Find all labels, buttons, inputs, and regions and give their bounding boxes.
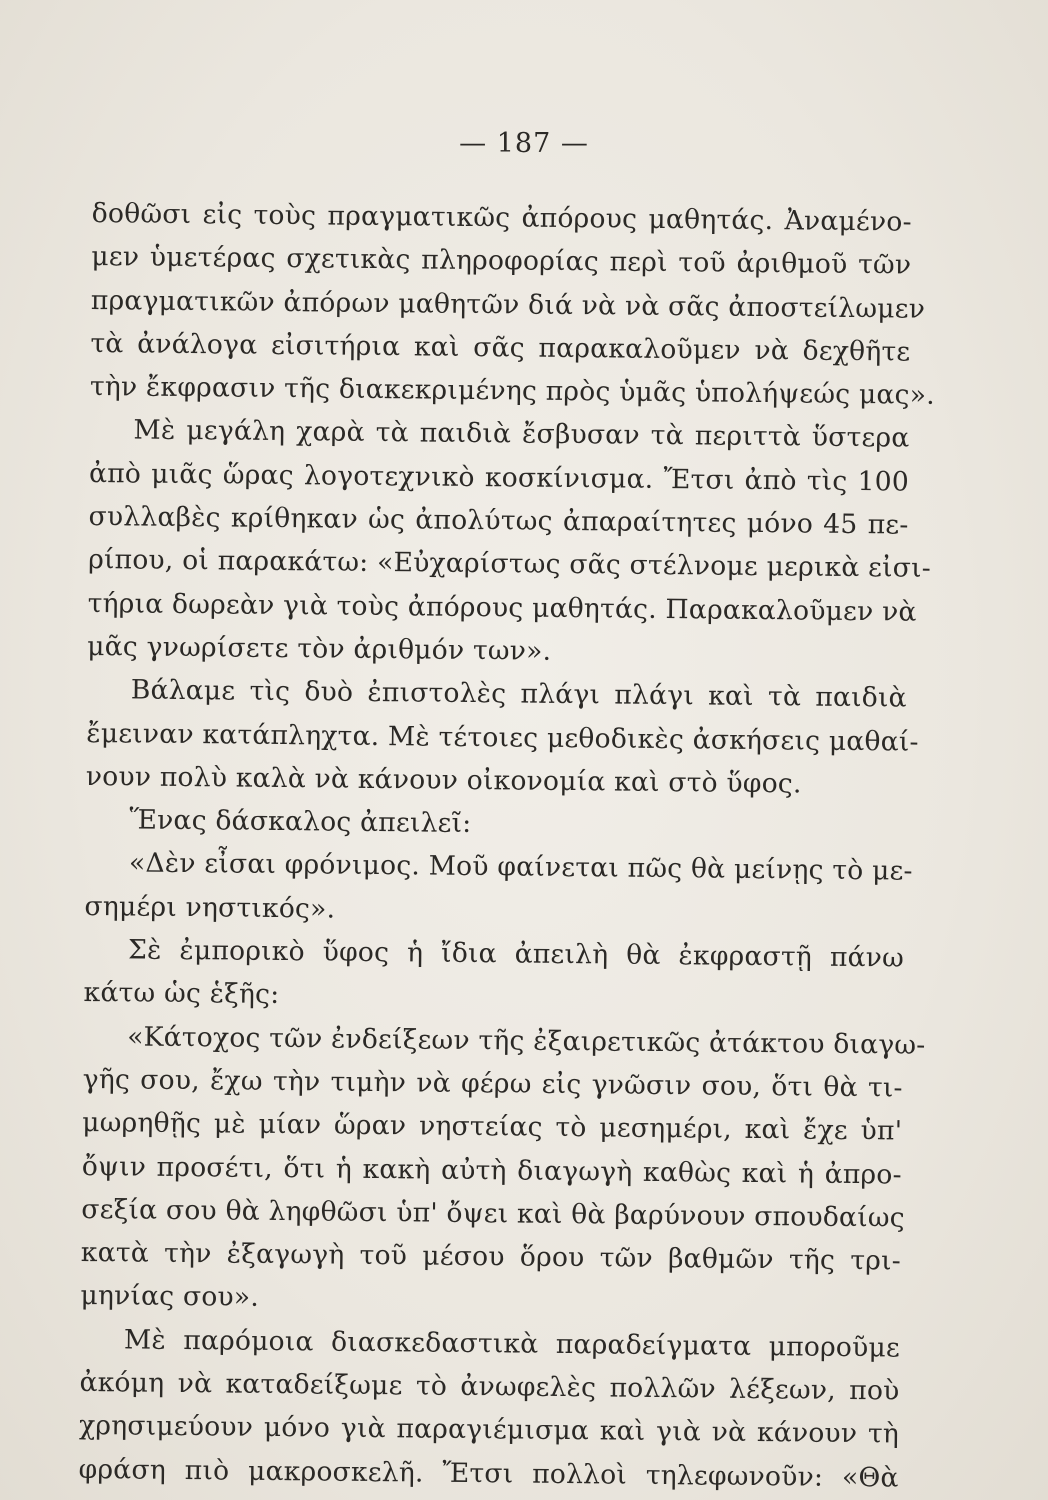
text-line: συλλαβὲς κρίθηκαν ὡς ἀπολύτως ἀπαραίτητες μόνο 45 πε- [88,501,909,541]
text-line: μᾶς γνωρίσετε τὸν ἀριθμόν των». [87,630,552,667]
text-line: «Δὲν εἶσαι φρόνιμος. Μοῦ φαίνεται πῶς θὰ μείνῃς τὸ με- [128,847,913,888]
text-line: κατὰ τὴν ἐξαγωγὴ τοῦ μέσου ὅρου τῶν βαθμῶν τῆς τρι- [80,1237,902,1277]
text-line: σεξία σου θὰ ληφθῶσι ὑπ' ὄψει καὶ θὰ βαρύνουν σπουδαίως [81,1193,905,1234]
text-line: ρίπου, οἱ παρακάτω: «Εὐχαρίστως σᾶς στέλνομε μερικὰ εἰσι- [87,544,932,585]
text-line: Σὲ ἐμπορικὸ ὕφος ἡ ἴδια ἀπειλὴ θὰ ἐκφραστῇ πάνω [127,934,905,974]
text-line: δοθῶσι εἰς τοὺς πραγματικῶς ἀπόρους μαθητάς. Ἀναμένο- [91,197,912,238]
text-line: Μὲ μεγάλη χαρὰ τὰ παιδιὰ ἔσβυσαν τὰ περιττὰ ὕστερα [133,414,910,455]
text-line: ὄψιν προσέτι, ὅτι ἡ κακὴ αὐτὴ διαγωγὴ καθὼς καὶ ἡ ἀπρο- [81,1150,902,1191]
text-line: τὰ ἀνάλογα εἰσιτήρια καὶ σᾶς παρακαλοῦμεν νὰ δεχθῆτε [90,327,911,368]
text-line: τὴν ἔκφρασιν τῆς διακεκριμένης πρὸς ὑμᾶς ὑπολήψεώς μας». [89,371,936,412]
text-line: χρησιμεύουν μόνο γιὰ παραγιέμισμα καὶ γιὰ νὰ κάνουν τὴ [78,1410,900,1450]
page-number: — 187 — [459,128,589,159]
text-line: γῆς σου, ἔχω τὴν τιμὴν νὰ φέρω εἰς γνῶσιν σου, ὅτι θὰ τι- [82,1063,903,1104]
text-line: Ἕνας δάσκαλος ἀπειλεῖ: [129,804,472,840]
text-line: ἀπὸ μιᾶς ὥρας λογοτεχνικὸ κοσκίνισμα. Ἔτσι ἀπὸ τὶς 100 [88,457,910,498]
text-line: κάτω ὡς ἑξῆς: [83,977,280,1011]
text-line: ἀκόμη νὰ καταδείξωμε τὸ ἀνωφελὲς πολλῶν λέξεων, ποὺ [79,1366,900,1407]
text-line: φράση πιὸ μακροσκελῆ. Ἔτσι πολλοὶ τηλεφωνοῦν: «Θὰ [78,1453,899,1494]
text-line: Βάλαμε τὶς δυὸ ἐπιστολὲς πλάγι πλάγι καὶ τὰ παιδιὰ [130,674,907,714]
text-line: μωρηθῇς μὲ μίαν ὥραν νηστείας τὸ μεσημέρι, καὶ ἔχε ὑπ' [82,1107,903,1147]
text-line: νουν πολὺ καλὰ νὰ κάνουν οἰκονομία καὶ στὸ ὕφος. [85,760,802,800]
text-line: μεν ὑμετέρας σχετικὰς πληροφορίας περὶ τοῦ ἀριθμοῦ τῶν [91,241,912,281]
text-line: μηνίας σου». [80,1280,260,1314]
text-line: ἔμειναν κατάπληχτα. Μὲ τέτοιες μεθοδικὲς ἀσκήσεις μαθαί- [86,717,919,758]
body-text [78,192,936,1499]
text-line: τήρια δωρεὰν γιὰ τοὺς ἀπόρους μαθητάς. Παρακαλοῦμεν νὰ [87,587,917,628]
text-line: σημέρι νηστικός». [84,890,336,925]
text-line: «Κάτοχος τῶν ἐνδείξεων τῆς ἐξαιρετικῶς ἀτάκτου διαγω- [126,1021,926,1061]
text-line: Μὲ παρόμοια διασκεδαστικὰ παραδείγματα μποροῦμε [123,1324,901,1364]
text-line: πραγματικῶν ἀπόρων μαθητῶν διά νὰ νὰ σᾶς ἀποστείλωμεν [90,284,926,325]
